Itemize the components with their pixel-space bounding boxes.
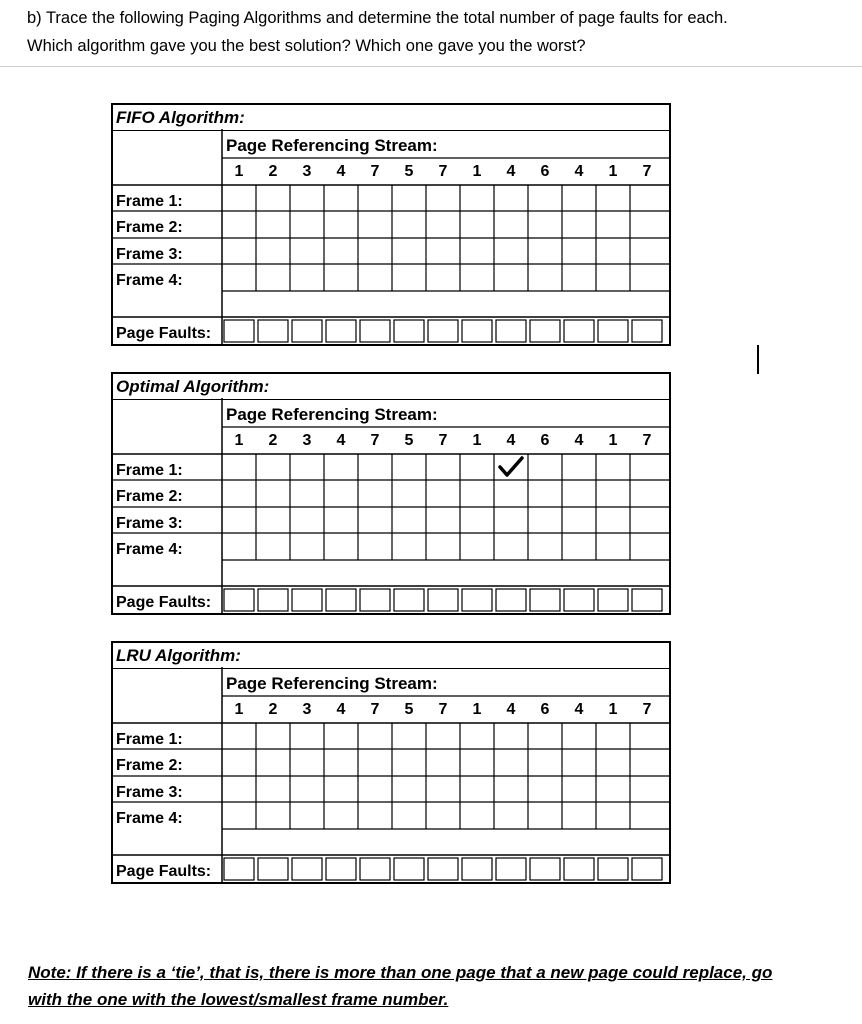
page-fault-cell[interactable] (258, 858, 288, 880)
table-grid (113, 105, 669, 344)
stream-value: 1 (608, 163, 618, 180)
page-fault-cell[interactable] (224, 320, 254, 342)
stream-value: 1 (472, 163, 482, 180)
lru-table (111, 641, 671, 884)
page-fault-cell[interactable] (258, 320, 288, 342)
page-fault-cell[interactable] (598, 858, 628, 880)
stream-value: 4 (506, 163, 516, 180)
stream-value: 3 (302, 163, 312, 180)
stream-value: 7 (438, 163, 448, 180)
stream-value: 7 (370, 701, 380, 718)
stream-value: 7 (642, 163, 652, 180)
page-fault-cell[interactable] (292, 858, 322, 880)
page-fault-cell[interactable] (360, 589, 390, 611)
stream-label: Page Referencing Stream: (226, 674, 438, 693)
page-fault-cell[interactable] (360, 320, 390, 342)
stream-value: 6 (540, 163, 550, 180)
stream-value: 6 (540, 701, 550, 718)
stream-value: 5 (404, 432, 414, 449)
page-fault-cell[interactable] (530, 320, 560, 342)
stream-value: 7 (642, 701, 652, 718)
stream-value: 3 (302, 701, 312, 718)
page-fault-cell[interactable] (360, 858, 390, 880)
stream-value: 4 (574, 163, 584, 180)
table-title: FIFO Algorithm: (116, 108, 245, 127)
page-fault-cell[interactable] (598, 589, 628, 611)
table-grid (113, 374, 669, 613)
note-line-1: Note: If there is a ‘tie’, that is, there is more than one page that a new page could replace, go (28, 963, 773, 982)
frame-2-label: Frame 2: (116, 757, 183, 774)
stream-value: 1 (608, 432, 618, 449)
stream-value: 5 (404, 701, 414, 718)
frame-4-label: Frame 4: (116, 810, 183, 827)
stream-value: 5 (404, 163, 414, 180)
question-line-1: b) Trace the following Paging Algorithms and determine the total number of page faults for each. (27, 9, 728, 27)
stream-value: 2 (268, 432, 278, 449)
frame-1-label: Frame 1: (116, 193, 183, 210)
page-faults-label: Page Faults: (116, 594, 212, 611)
header-divider (0, 66, 862, 67)
frame-4-label: Frame 4: (116, 272, 183, 289)
page-fault-cell[interactable] (326, 858, 356, 880)
stream-value: 1 (472, 701, 482, 718)
stream-value: 2 (268, 163, 278, 180)
frame-3-label: Frame 3: (116, 246, 183, 263)
stream-value: 1 (608, 701, 618, 718)
page-fault-cell[interactable] (496, 320, 526, 342)
page-fault-cell[interactable] (224, 589, 254, 611)
page-faults-label: Page Faults: (116, 325, 212, 342)
question-line-2: Which algorithm gave you the best solution? Which one gave you the worst? (27, 37, 586, 55)
stream-value: 7 (370, 432, 380, 449)
page-fault-cell[interactable] (564, 320, 594, 342)
page-fault-cell[interactable] (394, 858, 424, 880)
optimal-table (111, 372, 671, 615)
fifo-table (111, 103, 671, 346)
stream-value: 4 (336, 701, 346, 718)
table-grid (113, 643, 669, 882)
stream-value: 4 (506, 432, 516, 449)
page-fault-cell[interactable] (258, 589, 288, 611)
stream-value: 1 (234, 432, 244, 449)
frame-3-label: Frame 3: (116, 784, 183, 801)
stream-value: 7 (642, 432, 652, 449)
stream-value: 7 (438, 701, 448, 718)
stream-label: Page Referencing Stream: (226, 405, 438, 424)
stream-value: 1 (472, 432, 482, 449)
page-fault-cell[interactable] (428, 320, 458, 342)
note-line-2: with the one with the lowest/smallest frame number. (28, 990, 449, 1009)
frame-3-label: Frame 3: (116, 515, 183, 532)
page-fault-cell[interactable] (530, 858, 560, 880)
page-fault-cell[interactable] (394, 320, 424, 342)
stream-value: 3 (302, 432, 312, 449)
page-fault-cell[interactable] (428, 858, 458, 880)
stream-value: 1 (234, 701, 244, 718)
page-fault-cell[interactable] (598, 320, 628, 342)
stream-value: 4 (574, 701, 584, 718)
page-fault-cell[interactable] (564, 589, 594, 611)
frame-2-label: Frame 2: (116, 488, 183, 505)
frame-2-label: Frame 2: (116, 219, 183, 236)
frame-4-label: Frame 4: (116, 541, 183, 558)
stream-value: 7 (370, 163, 380, 180)
table-title: LRU Algorithm: (116, 646, 241, 665)
stream-value: 6 (540, 432, 550, 449)
stream-value: 4 (336, 432, 346, 449)
table-title: Optimal Algorithm: (116, 377, 270, 396)
stream-value: 4 (574, 432, 584, 449)
frame-1-label: Frame 1: (116, 731, 183, 748)
stream-label: Page Referencing Stream: (226, 136, 438, 155)
page-fault-cell[interactable] (462, 858, 492, 880)
check-icon (494, 454, 528, 480)
page-fault-cell[interactable] (326, 589, 356, 611)
page-fault-cell[interactable] (632, 320, 662, 342)
stream-value: 4 (336, 163, 346, 180)
page-fault-cell[interactable] (462, 320, 492, 342)
page-fault-cell[interactable] (292, 589, 322, 611)
stream-value: 2 (268, 701, 278, 718)
stream-value: 1 (234, 163, 244, 180)
page-fault-cell[interactable] (496, 858, 526, 880)
page-fault-cell[interactable] (632, 589, 662, 611)
text-cursor (757, 345, 759, 374)
page-fault-cell[interactable] (292, 320, 322, 342)
page-fault-cell[interactable] (530, 589, 560, 611)
stream-value: 4 (506, 701, 516, 718)
page-fault-cell[interactable] (428, 589, 458, 611)
frame-1-label: Frame 1: (116, 462, 183, 479)
page-fault-cell[interactable] (564, 858, 594, 880)
page-fault-cell[interactable] (632, 858, 662, 880)
page-fault-cell[interactable] (394, 589, 424, 611)
page-fault-cell[interactable] (224, 858, 254, 880)
page-fault-cell[interactable] (496, 589, 526, 611)
stream-value: 7 (438, 432, 448, 449)
page-fault-cell[interactable] (326, 320, 356, 342)
page-faults-label: Page Faults: (116, 863, 212, 880)
page-fault-cell[interactable] (462, 589, 492, 611)
